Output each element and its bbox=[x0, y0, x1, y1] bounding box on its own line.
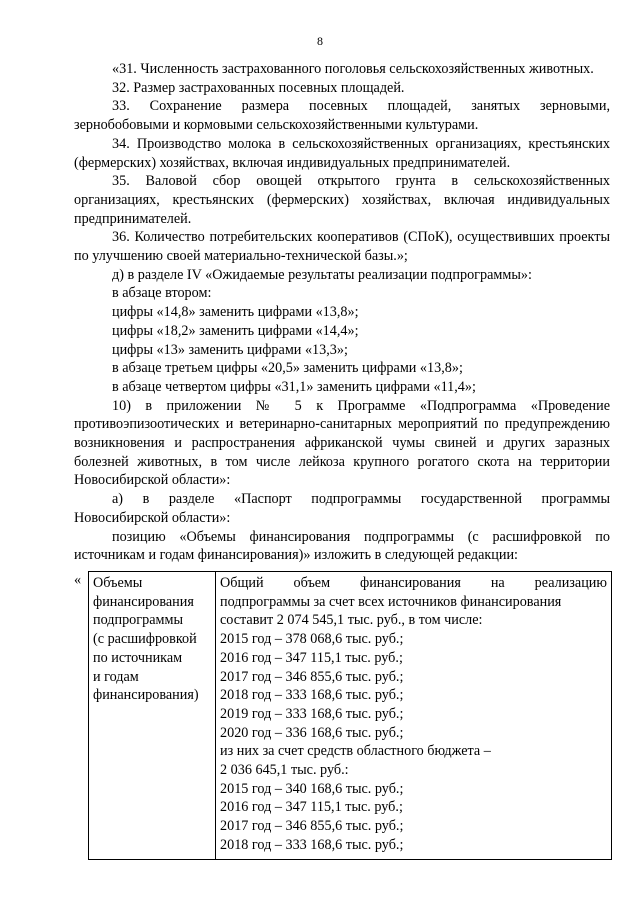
value-line: 2017 год – 346 855,6 тыс. руб.; bbox=[220, 818, 404, 835]
paragraph-item-34: 34. Производство молока в сельскохозяйственных организациях, крестьянских (фермерских) хозяйствах, включая индивидуальных предпринимателей. bbox=[74, 135, 610, 171]
value-line: 2017 год – 346 855,6 тыс. руб.; bbox=[220, 668, 404, 685]
value-line: 2019 год – 333 168,6 тыс. руб.; bbox=[220, 705, 404, 722]
value-line: 2018 год – 333 168,6 тыс. руб.; bbox=[220, 687, 404, 704]
paragraph-item-36: 36. Количество потребительских кооперативов (СПоК), осуществивших проекты по улучшению своей материально-технической базы.»; bbox=[74, 229, 610, 265]
paragraph-section-iv: д) в разделе IV «Ожидаемые результаты реализации подпрограммы»: bbox=[112, 266, 532, 283]
paragraph-replace-13: цифры «13» заменить цифрами «13,3»; bbox=[112, 341, 348, 358]
paragraph-replace-18-2: цифры «18,2» заменить цифрами «14,4»; bbox=[112, 322, 359, 339]
value-line: 2 036 645,1 тыс. руб.: bbox=[220, 762, 349, 779]
value-line: 2016 год – 347 115,1 тыс. руб.; bbox=[220, 799, 403, 816]
paragraph-second-abzac: в абзаце втором: bbox=[112, 285, 212, 302]
table-row bbox=[89, 572, 612, 860]
paragraph-item-33: 33. Сохранение размера посевных площадей, занятых зерновыми, зернобобовыми и кормовыми сельскохозяйственными культурами. bbox=[74, 98, 610, 134]
paragraph-fourth-abzac: в абзаце четвертом цифры «31,1» заменить цифрами «11,4»; bbox=[112, 378, 476, 395]
value-line: 2018 год – 333 168,6 тыс. руб.; bbox=[220, 836, 404, 853]
value-line: Общий объем финансирования на реализацию bbox=[220, 575, 607, 591]
label-line: (с расшифровкой bbox=[93, 631, 197, 648]
value-line: 2015 год – 378 068,6 тыс. руб.; bbox=[220, 631, 404, 648]
paragraph-item-35: 35. Валовой сбор овощей открытого грунта в сельскохозяйственных организациях, крестьянских (фермерских) хозяйствах, включая индивидуальных предпринимателей. bbox=[74, 173, 610, 227]
paragraph-passport-section: а) в разделе «Паспорт подпрограммы государственной программы Новосибирской области»: bbox=[74, 491, 610, 526]
value-line: подпрограммы за счет всех источников финансирования bbox=[220, 593, 562, 610]
value-line: из них за счет средств областного бюджета – bbox=[220, 743, 491, 760]
paragraph-replace-14-8: цифры «14,8» заменить цифрами «13,8»; bbox=[112, 304, 359, 321]
label-line: финансирования) bbox=[93, 687, 199, 704]
value-line: составит 2 074 545,1 тыс. руб., в том числе: bbox=[220, 612, 483, 629]
label-line: по источникам bbox=[93, 649, 183, 666]
paragraph-item-10: 10) в приложении № 5 к Программе «Подпрограмма «Проведение противоэпизоотических и ветеринарно-санитарных мероприятий по предупреждению возникновения и распространения африканской чумы свиней и других заразных болезней животных, в том числе лейкоза крупного рогатого скота на территории Новосибирской области»: bbox=[74, 397, 610, 489]
label-line: подпрограммы bbox=[93, 612, 183, 629]
paragraph-item-32: 32. Размер застрахованных посевных площадей. bbox=[112, 79, 405, 96]
label-line: финансирования bbox=[93, 593, 194, 610]
label-line: Объемы bbox=[93, 575, 143, 591]
value-line: 2020 год – 336 168,6 тыс. руб.; bbox=[220, 724, 404, 741]
page-number: 8 bbox=[317, 34, 323, 48]
label-line: и годам bbox=[93, 668, 139, 685]
table-label-cell bbox=[89, 572, 216, 860]
paragraph-third-abzac: в абзаце третьем цифры «20,5» заменить цифрами «13,8»; bbox=[112, 360, 463, 377]
funding-table bbox=[88, 571, 612, 860]
value-line: 2015 год – 340 168,6 тыс. руб.; bbox=[220, 780, 404, 797]
paragraph-item-31: «31. Численность застрахованного поголовья сельскохозяйственных животных. bbox=[112, 61, 594, 77]
table-value-cell bbox=[216, 572, 612, 860]
paragraph-position-funding: позицию «Объемы финансирования подпрограммы (с расшифровкой по источникам и годам финансирования)» изложить в следующей редакции: bbox=[74, 528, 610, 564]
document-body bbox=[74, 60, 610, 565]
table-open-quote: « bbox=[74, 572, 82, 588]
value-line: 2016 год – 347 115,1 тыс. руб.; bbox=[220, 649, 403, 666]
